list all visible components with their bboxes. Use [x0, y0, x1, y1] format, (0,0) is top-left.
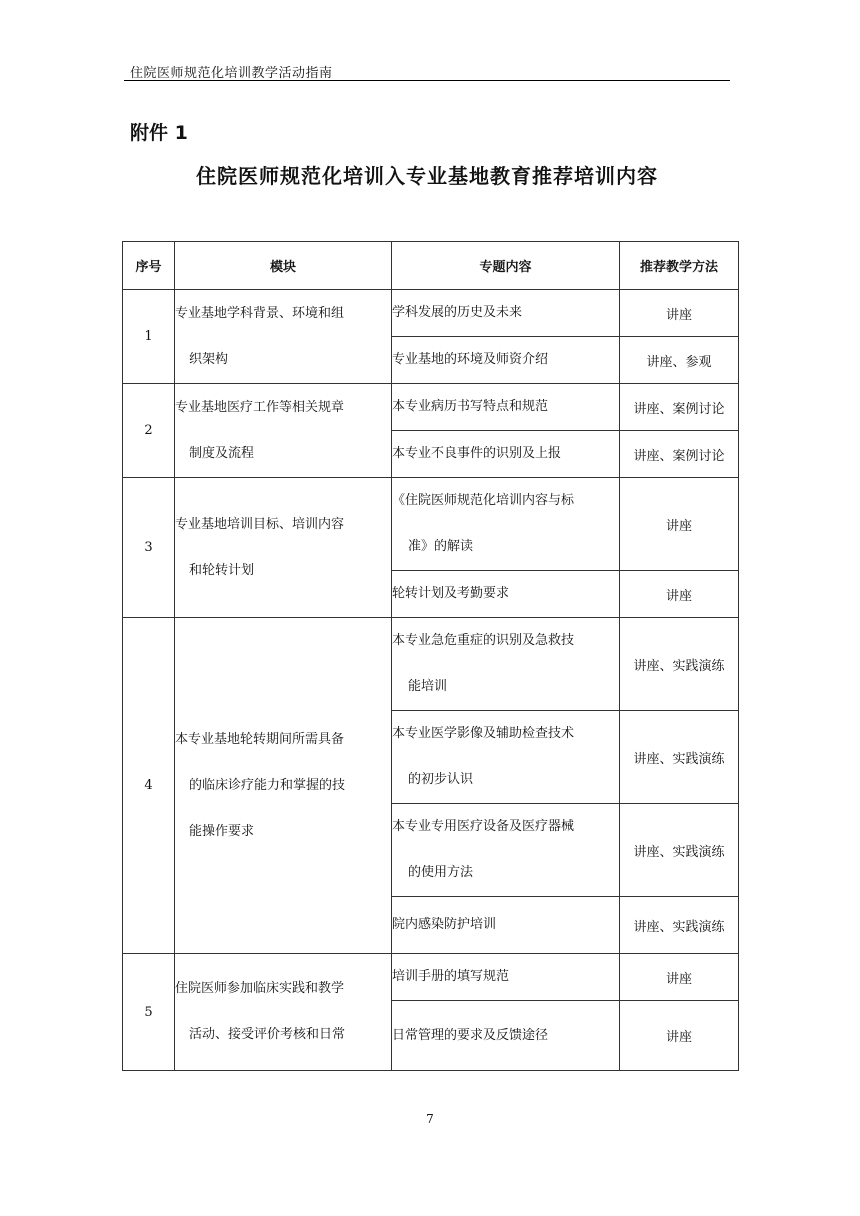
method-cell: 讲座、实践演练 — [620, 804, 739, 897]
running-header: 住院医师规范化培训教学活动指南 — [130, 66, 333, 81]
row-number: 3 — [123, 478, 175, 618]
topic-text-line: 本专业病历书写特点和规范 — [392, 399, 549, 414]
topic-text-line: 本专业专用医疗设备及医疗器械 — [392, 819, 575, 834]
module-cell — [175, 618, 392, 954]
topic-text-line: 本专业医学影像及辅助检查技术 — [392, 726, 575, 741]
method-cell: 讲座、案例讨论 — [620, 384, 739, 431]
method-cell: 讲座 — [620, 571, 739, 618]
topic-cell — [392, 478, 620, 571]
module-text-line: 的临床诊疗能力和掌握的技 — [189, 777, 346, 793]
module-cell — [175, 954, 392, 1071]
table-row — [123, 478, 739, 571]
topic-cell — [392, 804, 620, 897]
row-number: 2 — [123, 384, 175, 478]
table-row — [123, 954, 739, 1001]
table-row — [123, 384, 739, 431]
table-row — [123, 290, 739, 337]
module-text-line: 专业基地学科背景、环境和组 — [175, 305, 345, 321]
table-row — [123, 618, 739, 711]
topic-cell — [392, 431, 620, 478]
topic-cell — [392, 954, 620, 1001]
table-header-row — [123, 242, 739, 290]
topic-text-line: 学科发展的历史及未来 — [392, 305, 523, 320]
topic-cell — [392, 618, 620, 711]
topic-text-line: 本专业急危重症的识别及急救技 — [392, 633, 575, 648]
topic-text-line: 院内感染防护培训 — [392, 917, 497, 932]
method-cell: 讲座、参观 — [620, 337, 739, 384]
method-cell: 讲座 — [620, 478, 739, 571]
row-number: 1 — [123, 290, 175, 384]
method-cell: 讲座 — [620, 290, 739, 337]
document-title: 住院医师规范化培训入专业基地教育推荐培训内容 — [196, 164, 658, 188]
method-cell: 讲座、实践演练 — [620, 897, 739, 954]
method-cell: 讲座、案例讨论 — [620, 431, 739, 478]
header-no: 序号 — [123, 242, 175, 290]
training-content-table — [122, 241, 739, 1071]
topic-text-line: 日常管理的要求及反馈途径 — [392, 1027, 549, 1043]
topic-text-line: 轮转计划及考勤要求 — [392, 586, 510, 601]
row-number: 4 — [123, 618, 175, 954]
module-text-line: 织架构 — [189, 351, 229, 367]
module-text-line: 专业基地培训目标、培训内容 — [175, 516, 345, 532]
topic-cell — [392, 290, 620, 337]
method-cell: 讲座 — [620, 1001, 739, 1071]
topic-text-line: 培训手册的填写规范 — [392, 969, 510, 984]
header-method: 推荐教学方法 — [620, 242, 739, 290]
topic-text-line: 专业基地的环境及师资介绍 — [392, 352, 549, 367]
topic-cell — [392, 1001, 620, 1071]
module-cell — [175, 478, 392, 618]
topic-cell — [392, 337, 620, 384]
page-number: 7 — [426, 1112, 434, 1126]
module-text-line: 制度及流程 — [189, 445, 255, 461]
header-topic: 专题内容 — [392, 242, 620, 290]
module-text-line: 专业基地医疗工作等相关规章 — [175, 399, 345, 415]
topic-cell — [392, 384, 620, 431]
topic-text-line: 能培训 — [408, 679, 448, 694]
topic-text-line: 准》的解读 — [408, 539, 474, 554]
module-text-line: 能操作要求 — [189, 823, 255, 839]
topic-cell — [392, 711, 620, 804]
module-cell — [175, 384, 392, 478]
topic-text-line: 《住院医师规范化培训内容与标 — [392, 493, 575, 508]
topic-cell — [392, 571, 620, 618]
header-module: 模块 — [175, 242, 392, 290]
method-cell: 讲座 — [620, 954, 739, 1001]
module-cell — [175, 290, 392, 384]
attachment-label: 附件 1 — [130, 122, 188, 144]
topic-text-line: 的使用方法 — [408, 865, 474, 880]
table-body — [123, 290, 739, 1071]
module-text-line: 活动、接受评价考核和日常 — [189, 1027, 346, 1042]
header-rule — [124, 80, 730, 81]
method-cell: 讲座、实践演练 — [620, 711, 739, 804]
module-text-line: 和轮转计划 — [189, 562, 255, 578]
topic-cell — [392, 897, 620, 954]
module-text-line: 住院医师参加临床实践和教学 — [175, 981, 345, 996]
topic-text-line: 本专业不良事件的识别及上报 — [392, 446, 562, 461]
row-number: 5 — [123, 954, 175, 1071]
method-cell: 讲座、实践演练 — [620, 618, 739, 711]
topic-text-line: 的初步认识 — [408, 772, 474, 787]
module-text-line: 本专业基地轮转期间所需具备 — [175, 731, 345, 747]
